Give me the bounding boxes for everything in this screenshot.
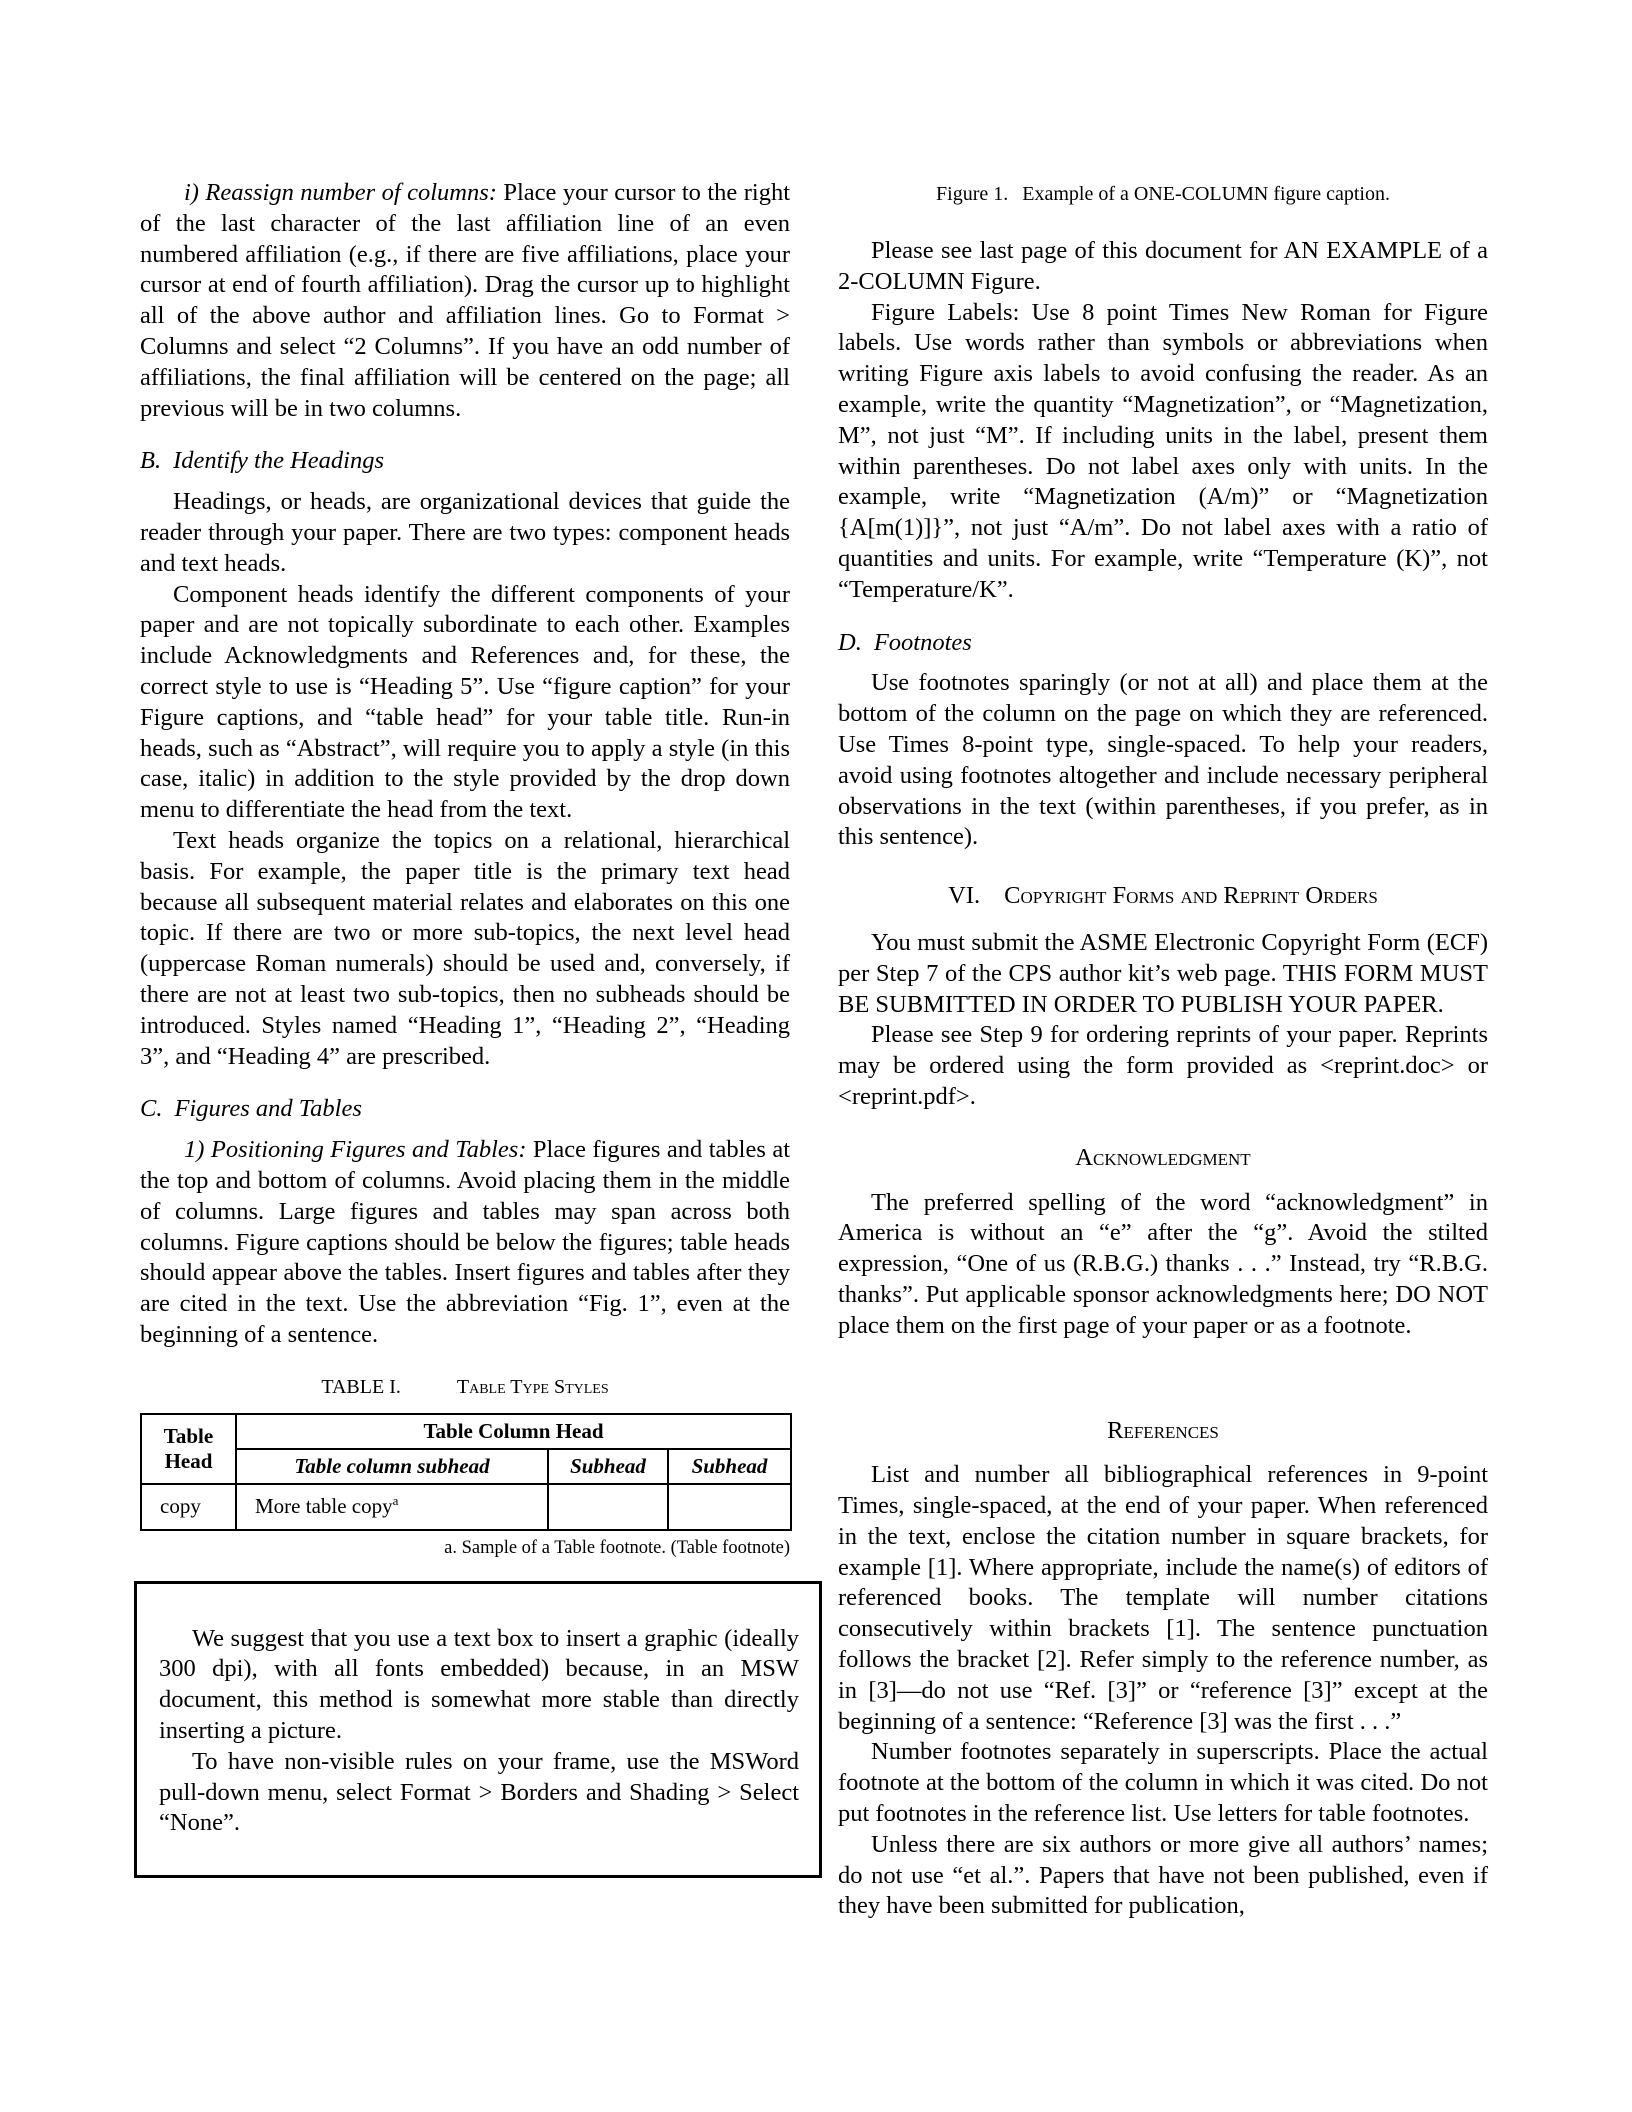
table-cell-more-copy bbox=[236, 1484, 548, 1530]
table-column-head-cell: Table Column Head bbox=[236, 1414, 791, 1449]
figure-1-caption-label: Figure 1. bbox=[936, 183, 1009, 205]
heading-references bbox=[838, 1416, 1488, 1447]
heading-footnotes bbox=[838, 628, 1488, 659]
para-references-1: List and number all bibliographical references in 9-point Times, single-spaced, at the end of your paper. When referenced in the text, enclose the citation number in square brackets, for example [1]. Where appropriate, include the name(s) of editors of referenced books. The template will number citations consecutively within brackets [1]. The sentence punctuation follows the bracket [2]. Refer simply to the reference number, as in [3]—do not use “Ref. [3]” or “reference [3]” except at the beginning of a sentence: “Reference [3] was the first . . .” bbox=[838, 1461, 1488, 1735]
heading-d-title: Footnotes bbox=[873, 628, 972, 656]
table-cell-copy: copy bbox=[141, 1484, 236, 1530]
para-reassign-lead: i) Reassign number of columns: bbox=[184, 179, 497, 206]
table-subhead-2-cell: Subhead bbox=[548, 1449, 668, 1484]
suggestion-textbox bbox=[134, 1581, 822, 1879]
table-header-row-2 bbox=[141, 1449, 791, 1484]
heading-references-text: References bbox=[1107, 1416, 1219, 1444]
para-acknowledgment: The preferred spelling of the word “acknowledgment” in America is without an “e” after the “g”. Avoid the stilted expression, “One of us (R.B.G.) thanks . . .” Instead, try “R.B.G. thanks”. Put applicable sponsor acknowledgments here; DO NOT place them on the first page of your paper or as a footnote. bbox=[838, 1188, 1488, 1339]
para-copyright-form: You must submit the ASME Electronic Copyright Form (ECF) per Step 7 of the CPS author kit’s web page. THIS FORM MUST BE SUBMITTED IN ORDER TO PUBLISH YOUR PAPER. bbox=[838, 928, 1488, 1018]
textbox-para-graphic: We suggest that you use a text box to insert a graphic (ideally 300 dpi), with all fonts embedded) because, in an MSW document, this method is somewhat more stable than directly inserting a picture. bbox=[159, 1624, 799, 1745]
para-positioning bbox=[140, 1135, 790, 1351]
table-caption-label: TABLE I. bbox=[321, 1375, 401, 1398]
heading-b-letter: B. bbox=[140, 447, 162, 475]
heading-vi-title: Copyright Forms and Reprint Orders bbox=[1004, 882, 1378, 910]
table-caption bbox=[140, 1375, 790, 1399]
para-positioning-lead: 1) Positioning Figures and Tables: bbox=[184, 1136, 527, 1164]
para-two-column-example: Please see last page of this document for AN EXAMPLE of a 2-COLUMN Figure. bbox=[838, 237, 1488, 295]
para-component-heads: Component heads identify the different components of your paper and are not topically subordinate to each other. Examples include Acknowledgments and References and, for these, the correct style to use is “Heading 5”. Use “figure caption” for your Figure captions, and “table head” for your table title. Run-in heads, such as “Abstract”, will require you to apply a style (in this case, italic) in addition to the style provided by the drop down menu to differentiate the head from the text. bbox=[140, 580, 790, 824]
table-footnote-marker: a bbox=[392, 1493, 399, 1509]
heading-b-title: Identify the Headings bbox=[173, 447, 385, 475]
figure-1-caption-text: Example of a ONE-COLUMN figure caption. bbox=[1022, 183, 1390, 205]
table-footnote: a. Sample of a Table footnote. (Table footnote) bbox=[444, 1537, 790, 1558]
para-reassign-text: Place your cursor to the right of the last character of the last affiliation line of an even numbered affiliation (e.g., if there are five affiliations, place your cursor at end of fourth affiliation). Drag the cursor up to highlight all of the above author and affiliation lines. Go to Format > Columns and select “2 Columns”. If you have an odd number of affiliations, the final affiliation will be centered on the page; all previous will be in two columns. bbox=[140, 179, 790, 422]
textbox-para-rules: To have non-visible rules on your frame, use the MSWord pull-down menu, select Format > Borders and Shading > Select “None”. bbox=[159, 1747, 799, 1837]
para-reassign-columns bbox=[140, 178, 790, 424]
heading-c-letter: C. bbox=[140, 1095, 163, 1123]
heading-d-letter: D. bbox=[838, 628, 862, 656]
table-type-styles bbox=[140, 1413, 792, 1531]
para-reprints: Please see Step 9 for ordering reprints of your paper. Reprints may be ordered using the form provided as <reprint.doc> or <reprint.pdf>. bbox=[838, 1021, 1488, 1110]
table-caption-title: Table Type Styles bbox=[456, 1375, 609, 1398]
heading-figures-tables bbox=[140, 1094, 790, 1125]
table-cell-more-copy-text: More table copy bbox=[255, 1494, 393, 1519]
para-footnotes: Use footnotes sparingly (or not at all) and place them at the bottom of the column on the page on which they are referenced. Use Times 8-point type, single-spaced. To help your readers, avoid using footnotes altogether and include necessary peripheral observations in the text (within parentheses, if you prefer, as in this sentence). bbox=[838, 669, 1488, 851]
table-subhead-3-cell: Subhead bbox=[668, 1449, 791, 1484]
para-positioning-text: Place figures and tables at the top and bottom of columns. Avoid placing them in the middle of columns. Large figures and tables may span across both columns. Figure captions should be below the figures; table heads should appear above the tables. Insert figures and tables after they are cited in the text. Use the abbreviation “Fig. 1”, even at the beginning of a sentence. bbox=[140, 1136, 790, 1348]
right-column bbox=[838, 178, 1488, 1922]
heading-acknowledgment bbox=[838, 1143, 1488, 1174]
heading-c-title: Figures and Tables bbox=[174, 1095, 362, 1123]
table-head-cell: Table Head bbox=[141, 1414, 236, 1484]
figure-1-caption bbox=[838, 182, 1488, 206]
para-references-3: Unless there are six authors or more give all authors’ names; do not use “et al.”. Papers that have not been published, even if they have been submitted for publication, bbox=[838, 1830, 1488, 1920]
heading-identify-headings bbox=[140, 446, 790, 477]
para-headings: Headings, or heads, are organizational devices that guide the reader through your paper. There are two types: component heads and text heads. bbox=[140, 488, 790, 577]
para-figure-labels: Figure Labels: Use 8 point Times New Roman for Figure labels. Use words rather than symbols or abbreviations when writing Figure axis labels to avoid confusing the reader. As an example, write the quantity “Magnetization”, or “Magnetization, M”, not just “M”. If including units in the label, present them within parentheses. Do not label axes only with units. In the example, write “Magnetization (A/m)” or “Magnetization {A[m(1)]}”, not just “A/m”. Do not label axes with a ratio of quantities and units. For example, write “Temperature (K)”, not “Temperature/K”. bbox=[838, 298, 1488, 603]
heading-copyright-forms bbox=[838, 881, 1488, 912]
para-text-heads: Text heads organize the topics on a relational, hierarchical basis. For example, the paper title is the primary text head because all subsequent material relates and elaborates on this one topic. If there are two or more sub-topics, the next level head (uppercase Roman numerals) should be used and, conversely, if there are not at least two sub-topics, then no subheads should be introduced. Styles named “Heading 1”, “Heading 2”, “Heading 3”, and “Heading 4” are prescribed. bbox=[140, 826, 790, 1070]
table-header-row-1 bbox=[141, 1414, 791, 1449]
heading-vi-number: VI. bbox=[948, 882, 981, 910]
table-cell-empty-1 bbox=[548, 1484, 668, 1530]
para-references-2: Number footnotes separately in superscripts. Place the actual footnote at the bottom of the column in which it was cited. Do not put footnotes in the reference list. Use letters for table footnotes. bbox=[838, 1738, 1488, 1828]
table-cell-empty-2 bbox=[668, 1484, 791, 1530]
table-data-row bbox=[141, 1484, 791, 1530]
table-subhead-main-cell: Table column subhead bbox=[236, 1449, 548, 1484]
heading-acknowledgment-text: Acknowledgment bbox=[1075, 1143, 1251, 1171]
left-column bbox=[140, 178, 799, 1922]
